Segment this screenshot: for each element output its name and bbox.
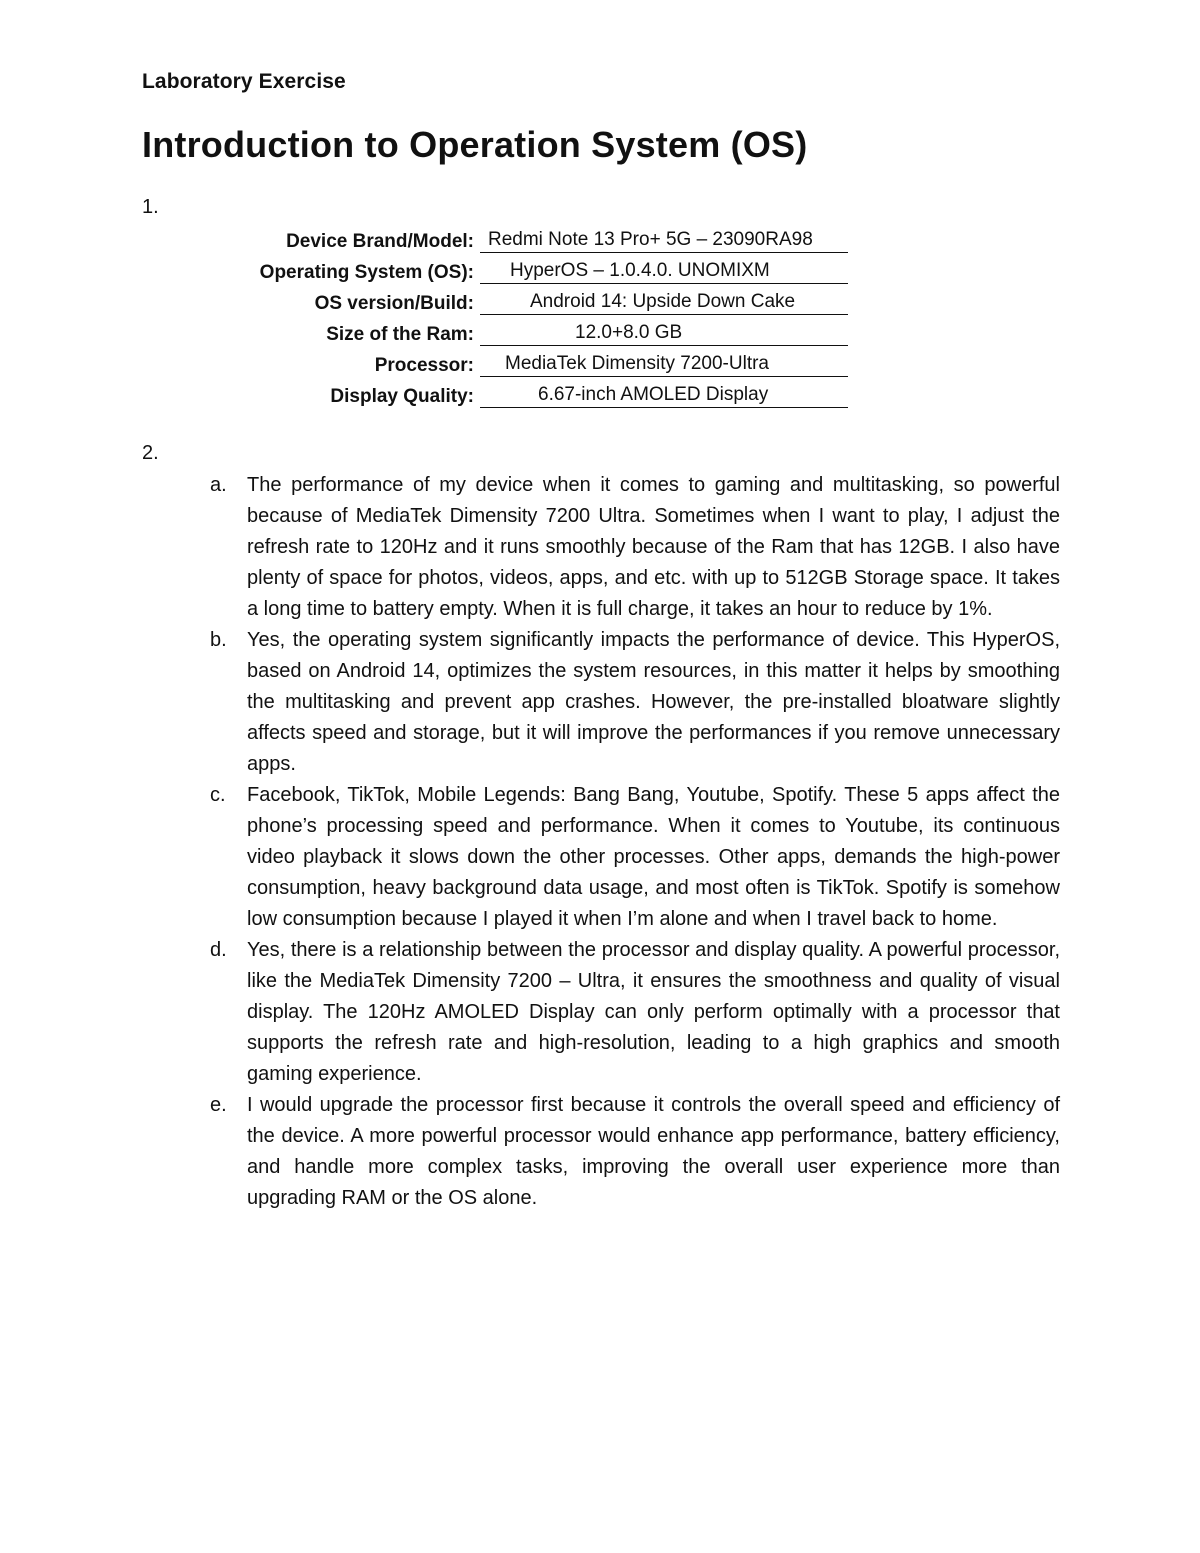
answer-e: [210, 1090, 1060, 1214]
spec-value: 6.67-inch AMOLED Display: [480, 383, 848, 408]
answer-text: Yes, there is a relationship between the processor and display quality. A powerful processor, like the MediaTek Dimensity 7200 – Ultra, it ensures the smoothness and quality of visual display. The 120Hz AMOLED Display can only perform optimally with a processor that supports the refresh rate and high-resolution, leading to a high graphics and smooth gaming experience.: [247, 939, 1060, 1085]
spec-value: 12.0+8.0 GB: [480, 321, 848, 346]
section-1-number: 1.: [142, 196, 159, 218]
spec-value: Redmi Note 13 Pro+ 5G – 23090RA98: [480, 228, 848, 253]
answer-text: Yes, the operating system significantly impacts the performance of device. This HyperOS, based on Android 14, optimizes the system resources, in this matter it helps by smoothing the multitasking and prevent app crashes. However, the pre-installed bloatware slightly affects speed and storage, but it will improve the performances if you remove unnecessary apps.: [247, 629, 1060, 775]
spec-label: OS version/Build:: [314, 293, 474, 314]
answer-c: [210, 780, 1060, 935]
answer-b: [210, 625, 1060, 780]
answer-letter: a.: [210, 474, 227, 496]
answer-text: I would upgrade the processor first because it controls the overall speed and efficiency of the device. A more powerful processor would enhance app performance, battery efficiency, and handle more complex tasks, improving the overall user experience more than upgrading RAM or the OS alone.: [247, 1094, 1060, 1209]
spec-label: Display Quality:: [330, 386, 474, 407]
answer-d: [210, 935, 1060, 1090]
answer-letter: e.: [210, 1094, 227, 1116]
document-subtitle: Laboratory Exercise: [142, 70, 346, 93]
spec-value: Android 14: Upside Down Cake: [480, 290, 848, 315]
spec-label: Device Brand/Model:: [286, 231, 474, 252]
spec-value: MediaTek Dimensity 7200-Ultra: [480, 352, 848, 377]
spec-row-ram-size: [200, 315, 860, 346]
answer-text: The performance of my device when it comes to gaming and multitasking, so powerful because of MediaTek Dimensity 7200 Ultra. Sometimes when I want to play, I adjust the refresh rate to 120Hz and it runs smoothly because of the Ram that has 12GB. I also have plenty of space for photos, videos, apps, and etc. with up to 512GB Storage space. It takes a long time to battery empty. When it is full charge, it takes an hour to reduce by 1%.: [247, 474, 1060, 620]
spec-row-os-version: [200, 284, 860, 315]
answer-letter: d.: [210, 939, 227, 961]
answer-letter: c.: [210, 784, 226, 806]
answers-list: [210, 470, 1060, 1214]
answer-letter: b.: [210, 629, 227, 651]
spec-value: HyperOS – 1.0.4.0. UNOMIXM: [480, 259, 848, 284]
device-spec-table: [200, 222, 860, 408]
spec-label: Size of the Ram:: [326, 324, 474, 345]
document-title: Introduction to Operation System (OS): [142, 124, 808, 165]
spec-row-device-model: [200, 222, 860, 253]
spec-label: Processor:: [374, 355, 474, 376]
spec-row-operating-system: [200, 253, 860, 284]
answer-text: Facebook, TikTok, Mobile Legends: Bang Bang, Youtube, Spotify. These 5 apps affect the phone’s processing speed and performance. When it comes to Youtube, its continuous video playback it slows down the other processes. Other apps, demands the high-power consumption, heavy background data usage, and most often is TikTok. Spotify is somehow low consumption because I played it when I’m alone and when I travel back to home.: [247, 784, 1060, 930]
spec-label: Operating System (OS):: [259, 262, 474, 283]
section-2-number: 2.: [142, 442, 159, 464]
spec-row-processor: [200, 346, 860, 377]
answer-a: [210, 470, 1060, 625]
spec-row-display-quality: [200, 377, 860, 408]
